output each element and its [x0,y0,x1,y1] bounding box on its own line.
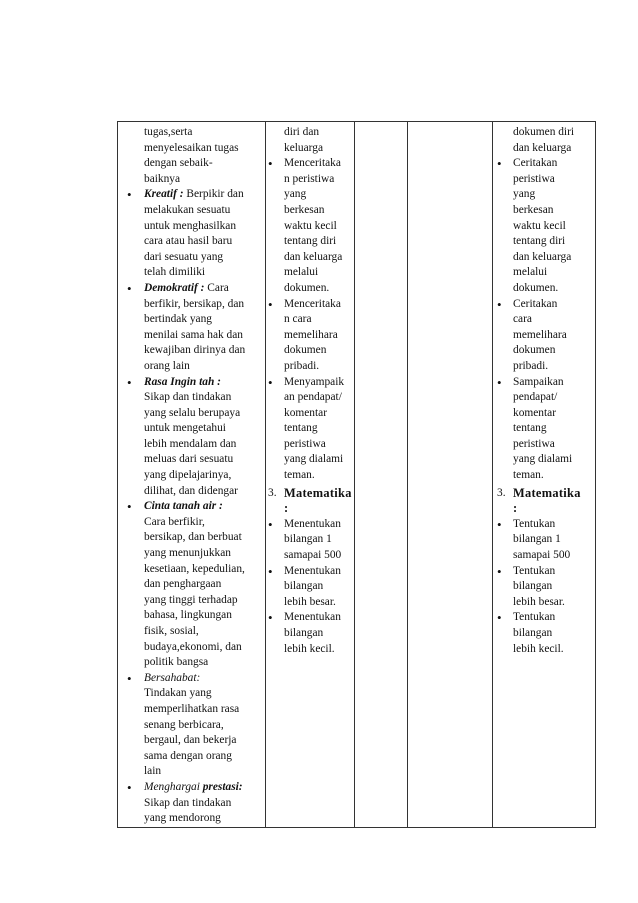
bullet-list [497,517,592,657]
text-line: menyelesaikan tugas [144,141,239,154]
text-line: dengan sebaik- [144,157,213,170]
list-item [268,375,351,484]
text-line: tentang diri [513,235,566,248]
keyword: Kreatif : [144,188,184,201]
text-line: orang lain [144,359,190,372]
text-line: memelihara [284,328,338,341]
text-line: tentang [284,422,318,435]
list-item [268,610,351,657]
text-line: bilangan 1 [513,533,561,546]
lead-text [268,125,351,156]
bullet-list [268,517,351,657]
text-line: yang tinggi terhadap [144,593,238,606]
karakter-list [118,122,265,827]
table-cell-penilaian [493,122,596,828]
table-cell-karakter [118,122,266,828]
content-table [117,121,596,828]
text-line: politik bangsa [144,656,209,669]
list-item [497,297,592,375]
list-item [268,564,351,611]
text-line-rest: Cara [204,281,229,294]
text-line: dokumen diri [513,126,575,138]
list-item [124,780,261,827]
text-line: dokumen [284,344,327,357]
list-item [497,564,592,611]
text-line: untuk menghasilkan [144,219,237,232]
section-number: 3. [268,486,277,499]
table-cell-empty-2 [408,122,493,828]
section-heading [497,486,592,517]
list-item [124,671,261,780]
section-title: Matematika [284,485,352,500]
lead-text [124,125,261,187]
text-line: lebih kecil. [284,642,335,655]
text-line: • Menyampaik [284,375,345,388]
text-line: fisik, sosial, [144,625,199,637]
text-line: keluarga [284,141,324,154]
text-line: yang selalu berupaya [144,406,241,419]
text-line [144,780,261,796]
text-line: dokumen. [513,281,559,294]
text-line: yang [284,188,307,201]
text-line: cara atau hasil baru [144,235,233,248]
text-line [144,375,261,391]
text-line: lebih besar. [284,595,336,608]
text-line: Sikap dan tindakan [144,796,232,809]
text-line: tentang diri [284,235,337,248]
text-line: senang berbicara, [144,718,224,731]
text-line: melalui [513,266,548,279]
text-line: kewajiban dirinya dan [144,344,246,357]
text-line: yang dialami [284,453,344,466]
text-line: bilangan [513,627,553,639]
list-item [124,375,261,500]
text-line: waktu kecil [513,219,566,232]
text-line: komentar [513,406,557,419]
text-line: cara [513,313,532,326]
text-line: bersikap, dan berbuat [144,531,242,544]
text-line: samapai 500 [513,549,571,562]
text-line: samapai 500 [284,549,342,562]
text-line: dokumen [513,344,556,357]
text-line: pendapat/ [513,391,558,404]
list-item [268,156,351,296]
text-line: • Menentukan [284,517,341,530]
text-line: Sikap dan tindakan [144,391,232,404]
text-line: • Menceritaka [284,157,341,170]
text-line: dan keluarga [513,141,572,154]
text-line: kesetiaan, kepedulian, [144,562,245,575]
text-line: memperlihatkan rasa [144,702,240,715]
text-line: • Ceritakan [513,297,558,310]
text-line: dilihat, dan didengar [144,484,238,497]
table-cell-empty-1 [355,122,408,828]
table-row [118,122,596,828]
text-line: • Tentukan [513,517,556,530]
keyword: Bersahabat: [144,671,201,684]
list-item [124,499,261,671]
text-line: bergaul, dan bekerja [144,734,237,747]
list-item [497,517,592,564]
text-line: • Sampaikan [513,375,564,388]
text-line: bilangan [284,580,324,593]
text-line: waktu kecil [284,219,337,232]
text-line: dan keluarga [513,250,572,263]
text-line: peristiwa [513,437,555,450]
text-line: yang mendorong [144,812,221,825]
text-line: • Menentukan [284,564,341,577]
text-line: komentar [284,406,328,419]
section-number: 3. [497,486,506,499]
text-line: menilai sama hak dan [144,328,244,341]
text-line: lebih mendalam dan [144,437,237,450]
text-line: dan penghargaan [144,578,222,591]
text-line: dari sesuatu yang [144,250,224,263]
text-line: bertindak yang [144,313,213,326]
section-title: Matematika [513,485,581,500]
lead-text [497,125,592,156]
list-item [268,297,351,375]
list-item [124,187,261,281]
text-line: budaya,ekonomi, dan [144,640,242,653]
text-line: Tindakan yang [144,687,212,700]
list-item [124,281,261,375]
text-line: bilangan 1 [284,533,332,546]
text-line: yang [513,188,536,201]
text-line [144,499,261,515]
text-line: yang menunjukkan [144,547,231,560]
text-line [144,187,261,203]
text-line: an pendapat/ [284,391,342,404]
text-line: tentang [513,422,547,435]
text-line: tugas,serta [144,126,193,138]
text-line-rest: Berpikir dan [183,188,244,201]
text-line: sama dengan orang [144,749,232,762]
keyword: Demokratif : [144,281,205,294]
text-line: memelihara [513,328,567,341]
list-item [497,610,592,657]
list-item [268,517,351,564]
keyword: Rasa Ingin tah : [144,375,221,388]
bullet-list [497,156,592,483]
text-line: pribadi. [284,359,320,372]
text-line: berkesan [513,203,554,216]
text-line: diri dan [284,126,320,138]
text-line: yang dialami [513,453,573,466]
text-line: melalui [284,266,319,279]
text-line: bilangan [513,580,553,593]
text-line: telah dimiliki [144,266,206,279]
bullet-list [268,156,351,483]
text-line: lain [144,765,162,778]
text-line: teman. [513,469,544,482]
text-line [144,671,261,687]
section-colon: : [513,501,518,516]
text-line: melakukan sesuatu [144,203,231,216]
text-line: lebih kecil. [513,642,564,655]
text-line: berkesan [284,203,325,216]
text-line: peristiwa [513,172,555,185]
penilaian-list [493,122,595,657]
text-line: baiknya [144,172,181,185]
text-line: pribadi. [513,359,549,372]
section-heading [268,486,351,517]
text-line: teman. [284,469,315,482]
section-colon: : [284,501,289,516]
text-line: n peristiwa [284,172,335,185]
text-line: dokumen. [284,281,330,294]
text-line: untuk mengetahui [144,422,226,435]
keyword: Menghargai [144,780,200,793]
text-line: lebih besar. [513,595,565,608]
text-line: n cara [284,313,312,326]
text-line [144,281,261,297]
table-cell-kegiatan [266,122,355,828]
text-line: yang dipelajarinya, [144,469,232,482]
text-line: dan keluarga [284,250,343,263]
text-line: meluas dari sesuatu [144,453,234,466]
keyword: Cinta tanah air : [144,500,223,513]
text-line: • Tentukan [513,611,556,624]
text-line: • Menentukan [284,611,341,624]
text-line: • Ceritakan [513,157,558,170]
bullet-list [124,187,261,826]
text-line: • Tentukan [513,564,556,577]
text-line: bilangan [284,627,324,639]
list-item [497,156,592,296]
keyword: prestasi: [199,780,243,793]
list-item [497,375,592,484]
text-line: peristiwa [284,437,326,450]
text-line: bahasa, lingkungan [144,609,232,622]
kegiatan-list [266,122,354,657]
text-line: • Menceritaka [284,297,341,310]
text-line: Cara berfikir, [144,515,205,528]
text-line: berfikir, bersikap, dan [144,297,245,310]
